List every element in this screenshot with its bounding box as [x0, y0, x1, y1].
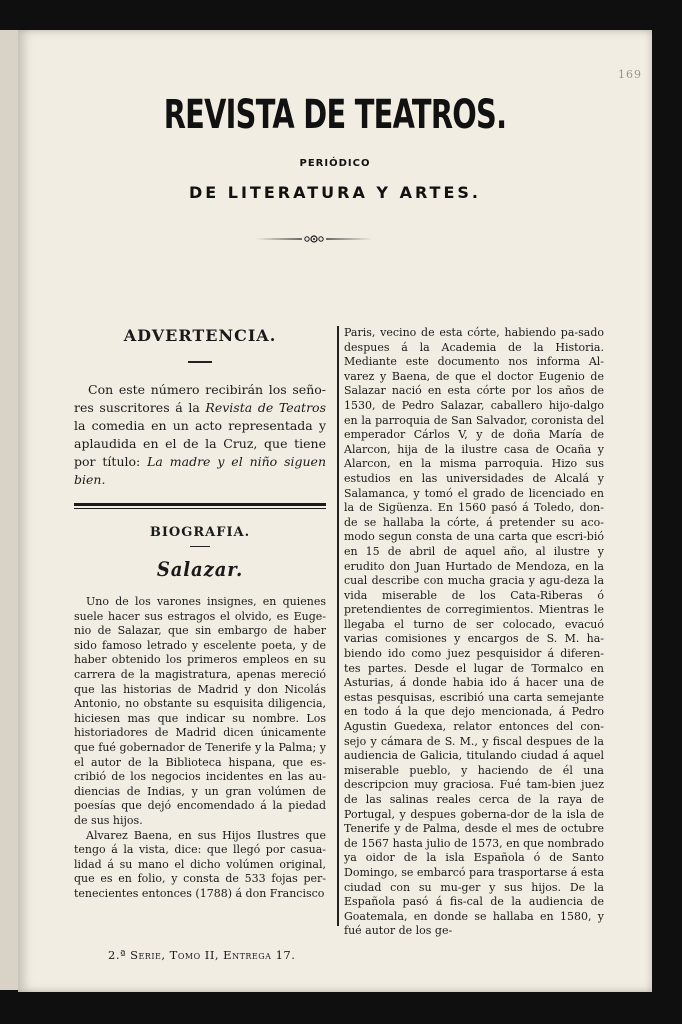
biography-paragraph: Alvarez Baena, en sus Hijos Ilustres que tengo á la vista, dice: que llegó por casua-lidad á su mano el dicho volúmen original, que es en folio, y consta de 533 fojas per-tenecientes entonces (1788) á don Francisco — [74, 828, 326, 900]
journal-title: REVISTA DE TEATROS. — [163, 92, 507, 138]
signature-footer: 2.ª Serie, Tomo II, Entrega 17. — [108, 948, 296, 962]
short-dash — [190, 546, 210, 548]
biography-subject: Salazar. — [156, 557, 244, 581]
advertencia-notice: Con este número recibirán los seño-res suscritores á la Revista de Teatros la comedia en un acto representada y aplaudida en el de la Cruz, que tiene por título: La madre y el niño siguen bien. — [74, 381, 327, 487]
section-rule-thin — [74, 508, 326, 509]
page-number: 169 — [618, 68, 642, 81]
journal-page — [18, 30, 652, 992]
section-rule — [74, 503, 326, 506]
right-column — [344, 326, 604, 939]
biography-paragraph-continued: Paris, vecino de esta córte, habiendo pa-sado despues á la Academia de la Historia. Mediante este documento nos informa Al-varez y Baena, de que el doctor Eugenio de Salazar nació en esta córte por los años de 1530, de Pedro Salazar, caballero hijo-dalgo en la parroquia de San Salvador, coronista del emperador Cárlos V, y de doña María de Alarcon, hija de la ilustre casa de Ocaña y Alarcon, en la misma parroquia. Hizo sus estudios en las universidades de Alcalá y Salamanca, y tomó el grado de licenciado en la de Sigüenza. En 1560 pasó á Toledo, don-de se hallaba la córte, á pretender su aco-modo segun consta de una carta que escri-bió en 15 de abril de aquel año, al ilustre y erudito don Juan Hurtado de Mendoza, en la cual describe con mucha gracia y agu-deza la vida miserable de los Cata-Riberas ó pretendientes de corregimientos. Mientras le llegaba el turno de ser colocado, evacuó varias comisiones y encargos de S. M. ha-biendo ido como juez pesquisidor á diferen-tes partes. Desde el lugar de Tormalco en Asturias, á donde habia ido á hacer una de estas pesquisas, escribió una carta semejante en todo á la que dejo mencionada, á Pedro Agustin Guedexa, relator entonces del con-sejo y cámara de S. M., y fiscal despues de la audiencia de Galicia, titulando ciudad á aquel miserable pueblo, y haciendo de él una descripcion muy graciosa. Fué tam-bien juez de las salinas reales cerca de la raya de Portugal, y despues goberna-dor de la isla de Tenerife y de Palma, desde el mes de octubre de 1567 hasta julio de 1573, en que nombrado ya oidor de la isla Española ó de Santo Domingo, se embarcó para trasportarse á esta ciudad con su mu-ger y sus hijos. De la Española pasó á fis-cal de la audiencia de Goatemala, en donde se hallaba en 1580, y fué autor de los ge- — [344, 326, 604, 938]
journal-periodico: PERIÓDICO — [299, 158, 371, 169]
ornament-divider — [254, 233, 374, 245]
left-column — [74, 326, 326, 901]
biografia-heading: BIOGRAFIA. — [149, 524, 251, 540]
advertencia-heading: ADVERTENCIA. — [123, 326, 277, 345]
short-dash — [188, 361, 212, 363]
journal-subtitle: DE LITERATURA Y ARTES. — [189, 183, 481, 202]
column-divider — [337, 326, 339, 926]
biography-paragraph: Uno de los varones insignes, en quienes suele hacer sus estragos el olvido, es Euge-nio de Salazar, que sin embargo de haber sido famoso letrado y escelente poeta, y de haber obtenido los primeros empleos en su carrera de la magistratura, apenas mereció que las historias de Madrid y don Nicolás Antonio, no obstante su esquisita diligencia, hiciesen mas que indicar su nombre. Los historiadores de Madrid dicen únicamente que fué gobernador de Tenerife y la Palma; y el autor de la Biblioteca hispana, que es-cribió de los negocios incidentes en las au-diencias de Indias, y un gran volúmen de poesías que dejó encomendado á la piedad de sus hijos. — [74, 595, 326, 827]
